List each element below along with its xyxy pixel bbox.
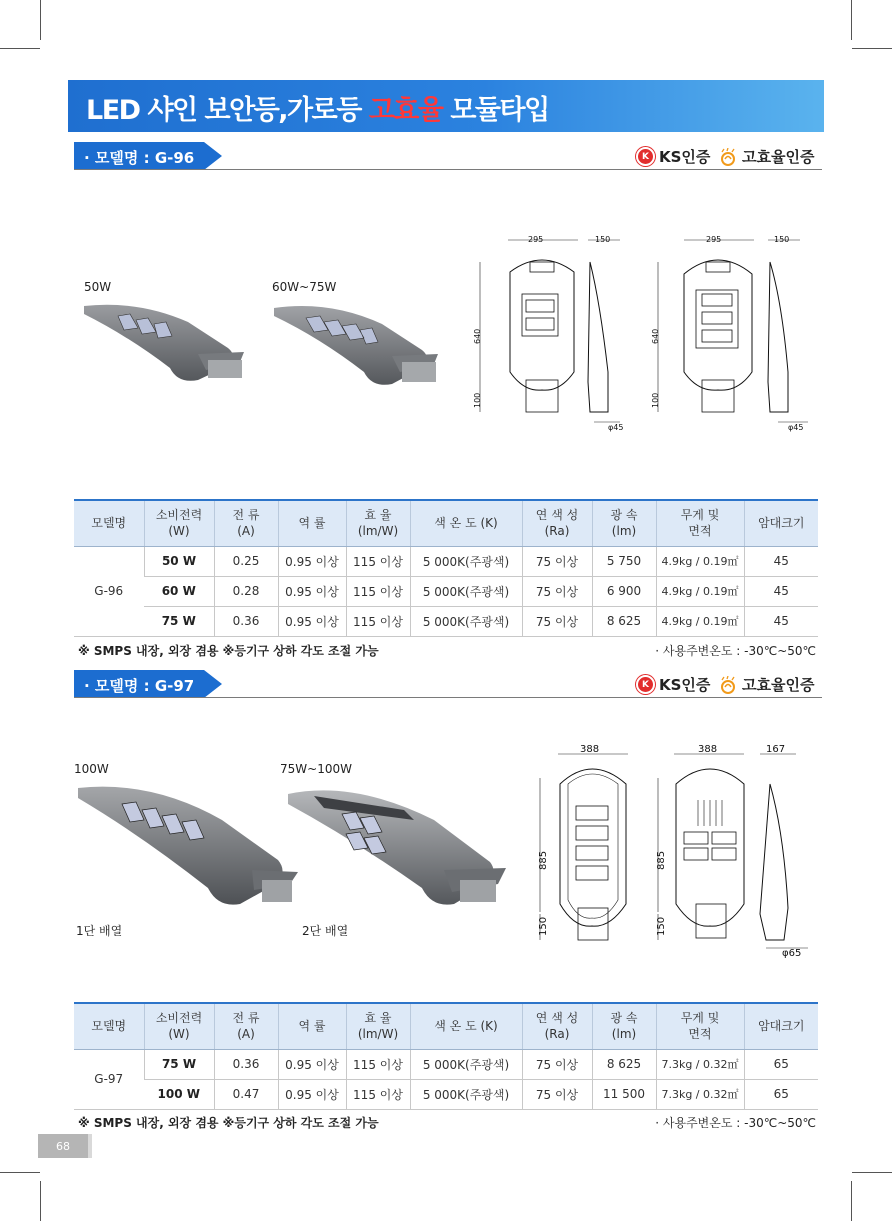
cell-cri: 75 이상 — [522, 546, 592, 576]
cell-eff: 115 이상 — [346, 1079, 410, 1109]
table-header-row — [74, 500, 818, 546]
cell-flux: 11 500 — [592, 1079, 656, 1109]
cell-cri: 75 이상 — [522, 1079, 592, 1109]
note-g96: ※ SMPS 내장, 외장 겸용 ※등기구 상하 각도 조절 가능 — [78, 644, 379, 658]
ks-icon: K — [636, 675, 655, 694]
th-flux: 광 속 (lm) — [592, 500, 656, 546]
th-color-temp: 색 온 도 (K) — [410, 1003, 522, 1049]
table-row — [74, 1049, 818, 1079]
cell-cri: 75 이상 — [522, 606, 592, 636]
cell-cct: 5 000K(주광색) — [410, 1049, 522, 1079]
dim-height-2: 640 — [651, 328, 660, 344]
product-image-g97-100w — [72, 780, 302, 910]
title-text-end: 모듈타입 — [442, 95, 549, 126]
cell-model: G-97 — [74, 1049, 144, 1109]
section-title: · 모델명 : G-97 — [84, 677, 195, 695]
cell-eff: 115 이상 — [346, 606, 410, 636]
cell-weight: 4.9kg / 0.19㎡ — [656, 606, 744, 636]
cell-weight: 7.3kg / 0.32㎡ — [656, 1049, 744, 1079]
table-row — [74, 1079, 818, 1109]
th-model: 모델명 — [74, 500, 144, 546]
drawing-g96-2ndrow — [648, 232, 818, 432]
spec-table-g97 — [74, 1002, 818, 1110]
cell-pf: 0.95 이상 — [278, 546, 346, 576]
cell-cct: 5 000K(주광색) — [410, 546, 522, 576]
dim-pipe-2: φ45 — [788, 423, 804, 432]
cell-power: 60 W — [144, 576, 214, 606]
cell-power: 100 W — [144, 1079, 214, 1109]
cell-power: 75 W — [144, 606, 214, 636]
cell-arm: 45 — [744, 606, 818, 636]
dim-height-3: 885 — [538, 850, 549, 870]
dim-base-1: 100 — [473, 392, 482, 408]
cell-power: 50 W — [144, 546, 214, 576]
th-efficiency: 효 율 (lm/W) — [346, 1003, 410, 1049]
dim-base-3: 150 — [538, 916, 549, 936]
crop-mark — [852, 1172, 892, 1173]
cell-arm: 65 — [744, 1079, 818, 1109]
cert-eff-label: 고효율인증 — [742, 676, 815, 694]
spec-table-g96 — [74, 499, 818, 637]
note-temp-g97: · 사용주변온도 : -30℃~50℃ — [655, 1116, 816, 1130]
cell-cri: 75 이상 — [522, 576, 592, 606]
product-label-1-row: 1단 배열 — [76, 924, 123, 938]
th-flux: 광 속 (lm) — [592, 1003, 656, 1049]
product-label-60-75w: 60W~75W — [272, 280, 337, 294]
dim-depth-2: 150 — [774, 235, 790, 244]
cert-ks-label: KS인증 — [659, 148, 711, 166]
section-title: · 모델명 : G-96 — [84, 149, 195, 167]
section-divider — [74, 697, 822, 698]
table-row — [74, 576, 818, 606]
cell-eff: 115 이상 — [346, 1049, 410, 1079]
dim-width-1: 295 — [528, 235, 544, 244]
cert-ks — [636, 674, 710, 695]
cell-cri: 75 이상 — [522, 1049, 592, 1079]
product-label-2-row: 2단 배열 — [302, 924, 349, 938]
cert-efficiency — [718, 674, 814, 695]
cell-pf: 0.95 이상 — [278, 576, 346, 606]
crop-mark — [40, 1181, 41, 1221]
th-power: 소비전력 (W) — [144, 500, 214, 546]
cell-weight: 7.3kg / 0.32㎡ — [656, 1079, 744, 1109]
cell-arm: 45 — [744, 546, 818, 576]
th-weight-area: 무게 및 면적 — [656, 1003, 744, 1049]
ks-icon: K — [636, 147, 655, 166]
cell-weight: 4.9kg / 0.19㎡ — [656, 576, 744, 606]
product-label-75-100w: 75W~100W — [280, 762, 352, 776]
dim-pipe-1: φ45 — [608, 423, 624, 432]
section-divider — [74, 169, 822, 170]
cell-pf: 0.95 이상 — [278, 1079, 346, 1109]
dim-height-1: 640 — [473, 328, 482, 344]
cell-flux: 8 625 — [592, 606, 656, 636]
th-power-factor: 역 률 — [278, 500, 346, 546]
cell-model: G-96 — [74, 546, 144, 636]
th-model: 모델명 — [74, 1003, 144, 1049]
cert-efficiency — [718, 146, 814, 167]
cell-flux: 6 900 — [592, 576, 656, 606]
th-efficiency: 효 율 (lm/W) — [346, 500, 410, 546]
title-highlight: 고효율 — [368, 95, 443, 126]
dim-width-4: 388 — [698, 744, 718, 755]
dim-width-2: 295 — [706, 235, 722, 244]
note-g97: ※ SMPS 내장, 외장 겸용 ※등기구 상하 각도 조절 가능 — [78, 1116, 379, 1130]
cell-eff: 115 이상 — [346, 546, 410, 576]
th-power: 소비전력 (W) — [144, 1003, 214, 1049]
th-arm-size: 암대크기 — [744, 1003, 818, 1049]
crop-mark — [40, 0, 41, 40]
cert-eff-label: 고효율인증 — [742, 148, 815, 166]
cell-pf: 0.95 이상 — [278, 1049, 346, 1079]
cert-ks-label: KS인증 — [659, 676, 711, 694]
th-current: 전 류 (A) — [214, 500, 278, 546]
cell-current: 0.36 — [214, 606, 278, 636]
th-color-temp: 색 온 도 (K) — [410, 500, 522, 546]
crop-mark — [851, 0, 852, 40]
cell-cct: 5 000K(주광색) — [410, 606, 522, 636]
cell-weight: 4.9kg / 0.19㎡ — [656, 546, 744, 576]
cell-current: 0.25 — [214, 546, 278, 576]
page-title — [86, 88, 549, 127]
table-header-row — [74, 1003, 818, 1049]
cell-cct: 5 000K(주광색) — [410, 576, 522, 606]
th-cri: 연 색 성 (Ra) — [522, 500, 592, 546]
cell-eff: 115 이상 — [346, 576, 410, 606]
table-row — [74, 546, 818, 576]
product-image-g96-60-75w — [270, 296, 450, 390]
crop-mark — [852, 48, 892, 49]
product-image-g96-50w — [78, 296, 258, 386]
cell-flux: 5 750 — [592, 546, 656, 576]
crop-mark — [0, 1172, 40, 1173]
dim-depth-1: 150 — [595, 235, 611, 244]
efficiency-icon — [718, 676, 738, 694]
cell-pf: 0.95 이상 — [278, 606, 346, 636]
th-power-factor: 역 률 — [278, 1003, 346, 1049]
table-row — [74, 606, 818, 636]
cell-arm: 65 — [744, 1049, 818, 1079]
dim-height-4: 885 — [656, 850, 667, 870]
th-arm-size: 암대크기 — [744, 500, 818, 546]
cell-current: 0.28 — [214, 576, 278, 606]
th-weight-area: 무게 및 면적 — [656, 500, 744, 546]
cell-current: 0.47 — [214, 1079, 278, 1109]
cell-arm: 45 — [744, 576, 818, 606]
th-current: 전 류 (A) — [214, 1003, 278, 1049]
product-label-100w: 100W — [74, 762, 109, 776]
drawing-g97-2ndrow — [648, 744, 816, 960]
product-label-50w: 50W — [84, 280, 112, 294]
product-image-g97-75-100w — [284, 780, 514, 910]
note-temp-g96: · 사용주변온도 : -30℃~50℃ — [655, 644, 816, 658]
dim-depth-4: 167 — [766, 744, 786, 755]
cell-current: 0.36 — [214, 1049, 278, 1079]
efficiency-icon — [718, 148, 738, 166]
dim-pipe-4: φ65 — [782, 948, 802, 959]
cell-cct: 5 000K(주광색) — [410, 1079, 522, 1109]
crop-mark — [0, 48, 40, 49]
cell-power: 75 W — [144, 1049, 214, 1079]
dim-base-2: 100 — [651, 392, 660, 408]
title-text: LED 샤인 보안등,가로등 — [86, 95, 369, 126]
cert-ks — [636, 146, 710, 167]
dim-base-4: 150 — [656, 916, 667, 936]
page-number: 68 — [38, 1134, 88, 1158]
th-cri: 연 색 성 (Ra) — [522, 1003, 592, 1049]
drawing-g97-1strow — [530, 744, 640, 954]
crop-mark — [851, 1181, 852, 1221]
cell-flux: 8 625 — [592, 1049, 656, 1079]
dim-width-3: 388 — [580, 744, 600, 755]
drawing-g96-1strow — [470, 232, 640, 432]
